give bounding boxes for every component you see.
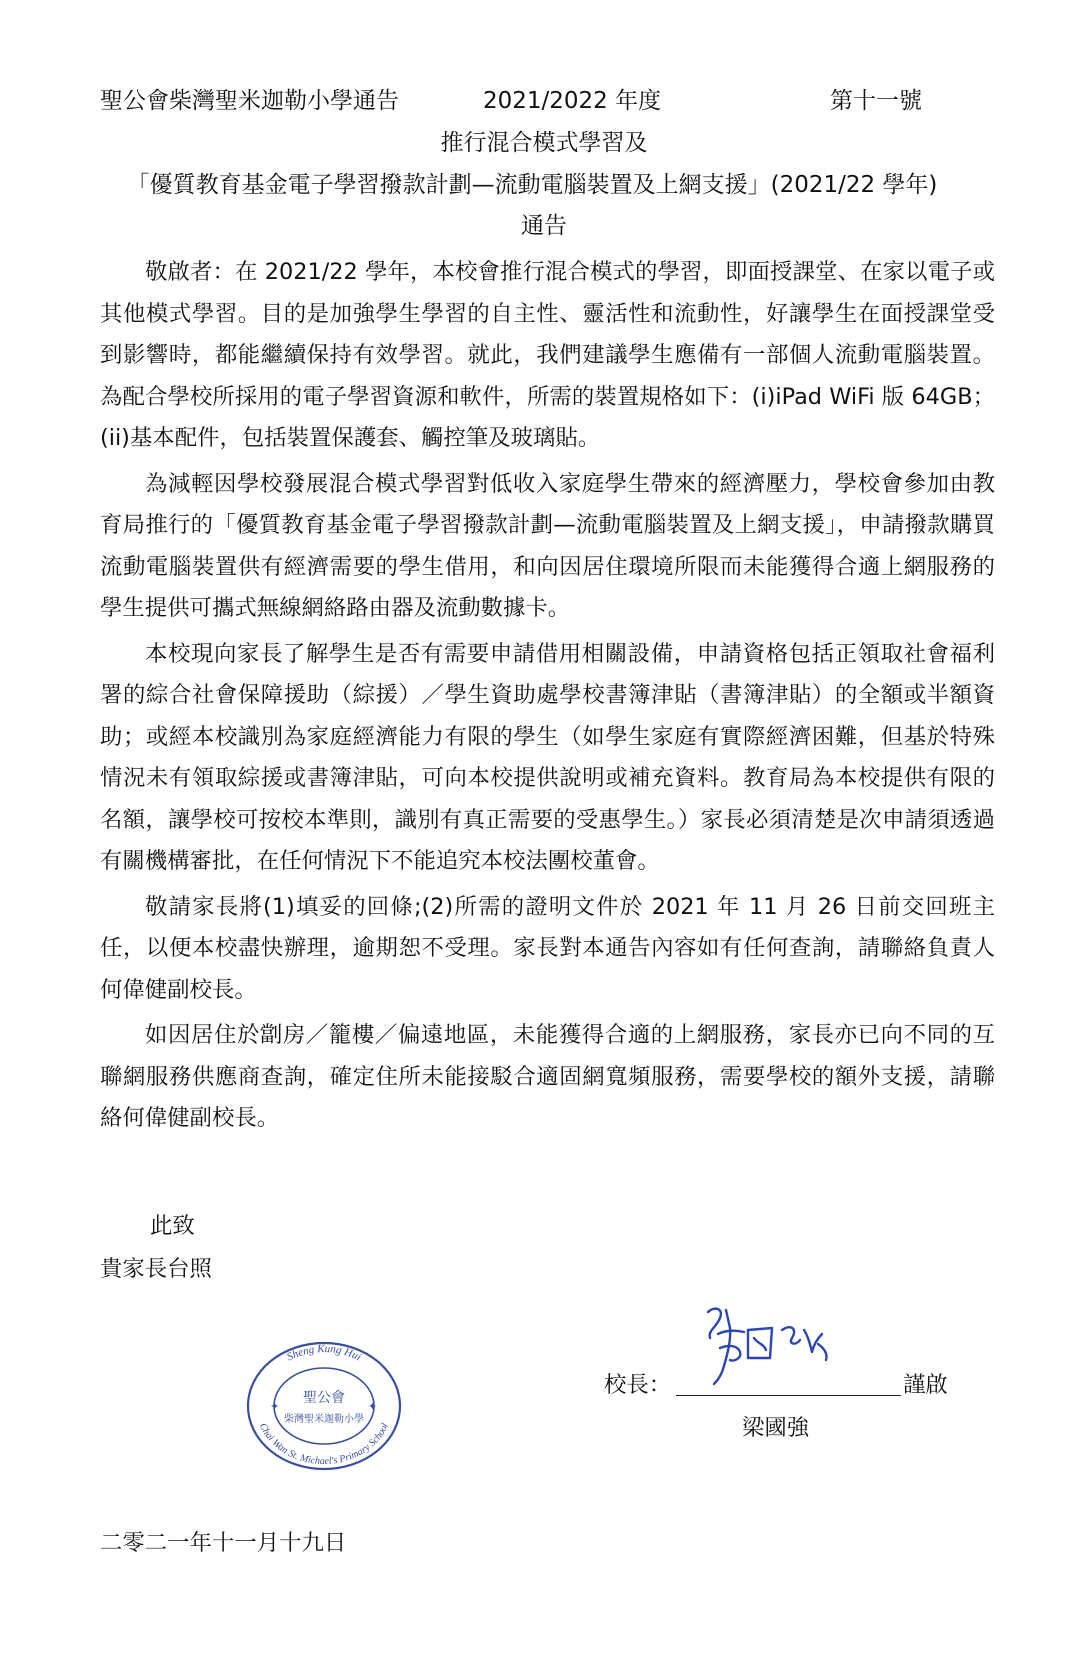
notice-body	[100, 252, 995, 1144]
svg-text:聖公會: 聖公會	[303, 1390, 345, 1406]
svg-text:柴灣聖米迦勒小學: 柴灣聖米迦勒小學	[284, 1414, 364, 1425]
notice-title-line1: 推行混合模式學習及	[440, 130, 648, 156]
notice-number: 第十一號	[830, 88, 922, 114]
notice-date: 二零二一年十一月十九日	[100, 1530, 347, 1556]
svg-text:Sheng Kung Hui: Sheng Kung Hui	[285, 1342, 364, 1364]
body-paragraph: 如因居住於劏房／籠樓／偏遠地區，未能獲得合適的上網服務，家長亦已向不同的互聯網服務供應商查詢，確定住所未能接駁合適固網寬頻服務，需要學校的額外支援，請聯絡何偉健副校長。	[100, 1022, 995, 1131]
principal-signature	[700, 1300, 850, 1394]
salutation-text: 貴家長台照	[100, 1256, 212, 1282]
body-paragraph: 敬啟者：在 2021/22 學年，本校會推行混合模式的學習，即面授課堂、在家以電子或其他模式學習。目的是加強學生學習的自主性、靈活性和流動性，好讓學生在面授課堂受到影響時，都能繼續保持有效學習。就此，我們建議學生應備有一部個人流動電腦裝置。為配合學校所採用的電子學習資源和軟件，所需的裝置規格如下：(i)iPad WiFi 版 64GB；(ii)基本配件，包括裝置保護套、觸控筆及玻璃貼。	[100, 259, 995, 451]
notice-title-line2: 「優質教育基金電子學習撥款計劃—流動電腦裝置及上網支援」(2021/22 學年)	[126, 172, 938, 198]
principal-name: 梁國強	[742, 1415, 810, 1441]
body-paragraph: 敬請家長將(1)填妥的回條;(2)所需的證明文件於 2021 年 11 月 26 日前交回班主任，以便本校盡快辦理，逾期恕不受理。家長對本通告內容如有任何查詢，請聯絡負責人何偉健副校長。	[100, 893, 995, 1003]
school-year: 2021/2022 年度	[483, 88, 662, 114]
closing-text: 此致	[150, 1213, 195, 1239]
svg-text:Chai Wan St. Michael's Primary: Chai Wan St. Michael's Primary School	[256, 1421, 392, 1468]
handwritten-signature-icon	[700, 1300, 850, 1390]
school-notice-label: 聖公會柴灣聖米迦勒小學通告	[100, 88, 399, 114]
signature-line	[676, 1395, 901, 1396]
svg-text:✦: ✦	[368, 1400, 378, 1413]
seal-stamp-icon	[244, 1340, 404, 1472]
principal-label: 校長：	[604, 1372, 672, 1398]
notice-title-line3: 通告	[521, 213, 567, 239]
signature-suffix: 謹啟	[903, 1372, 948, 1398]
school-seal	[244, 1340, 404, 1476]
body-paragraph: 本校現向家長了解學生是否有需要申請借用相關設備，申請資格包括正領取社會福利署的綜合社會保障援助（綜援）／學生資助處學校書簿津貼（書簿津貼）的全額或半額資助；或經本校識別為家庭經濟能力有限的學生（如學生家庭有實際經濟困難，但基於特殊情況未有領取綜援或書簿津貼，可向本校提供說明或補充資料。教育局為本校提供有限的名額，讓學校可按校本準則，識別有真正需要的受惠學生。）家長必須清楚是次申請須透過有關機構審批，在任何情況下不能追究本校法團校董會。	[100, 640, 995, 874]
body-paragraph: 為減輕因學校發展混合模式學習對低收入家庭學生帶來的經濟壓力，學校會參加由教育局推行的「優質教育基金電子學習撥款計劃—流動電腦裝置及上網支援」，申請撥款購買流動電腦裝置供有經濟需要的學生借用，和向因居住環境所限而未能獲得合適上網服務的學生提供可攜式無線網絡路由器及流動數據卡。	[100, 470, 995, 621]
svg-text:✦: ✦	[270, 1400, 280, 1413]
notice-header	[0, 82, 1088, 118]
